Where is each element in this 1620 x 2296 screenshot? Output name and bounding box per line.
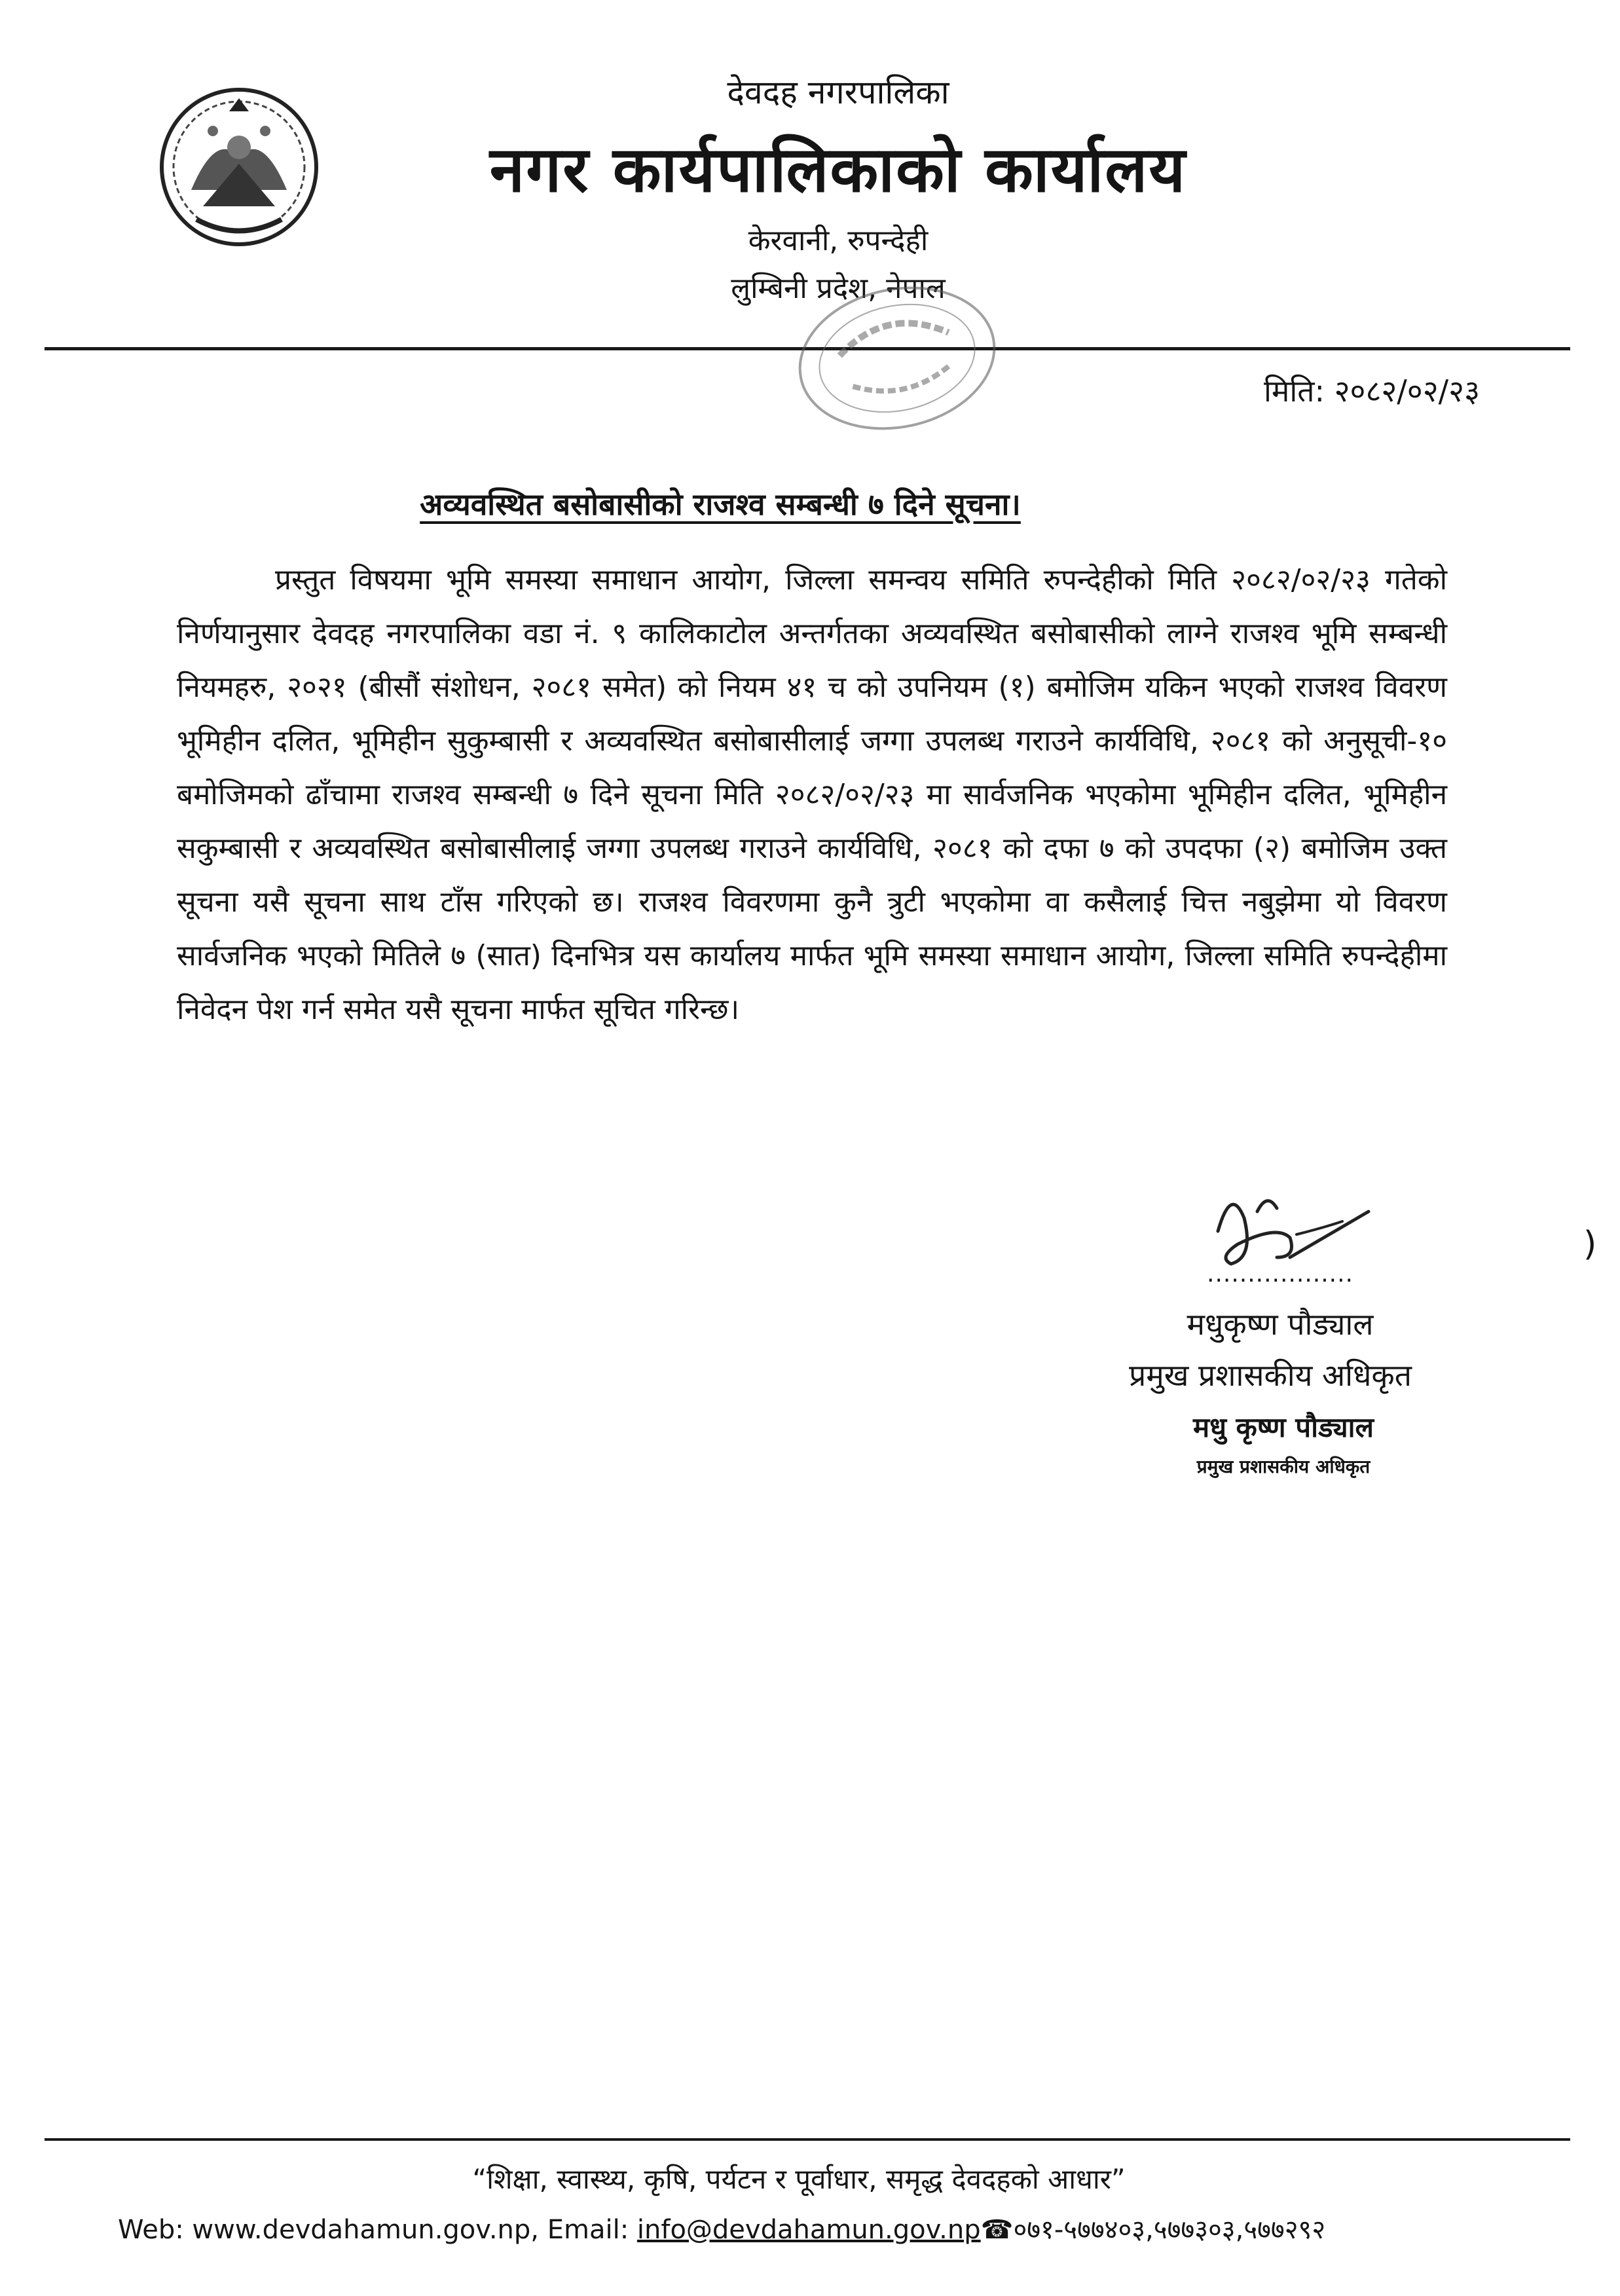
footer-web: Web: www.devdahamun.gov.np, Email:: [118, 2215, 637, 2245]
municipality-name: देवदह नगरपालिका: [727, 73, 949, 111]
footer-email: info@devdahamun.gov.np: [636, 2215, 981, 2245]
address-line-1: केरवानी, रुपन्देही: [748, 224, 929, 257]
signer-name: मधुकृष्ण पौड्याल: [1187, 1306, 1374, 1342]
signer-stamp-name: मधु कृष्ण पौड्याल: [1192, 1411, 1374, 1443]
notice-body: प्रस्तुत विषयमा भूमि समस्या समाधान आयोग, जिल्ला समन्वय समिति रुपन्देहीको मिति २०८२/०२/२३ गतेको निर्णयानुसार देवदह नगरपालिका वडा नं. ९ कालिकाटोल अन्तर्गतका अव्यवस्थित बसोबासीको लाग्ने राजश्व भूमि सम्बन्धी नियमहरु, २०२१ (बीसौं संशोधन, २०८१ समेत) को नियम ४१ च को उपनियम (१) बमोजिम यकिन भएको राजश्व विवरण भूमिहीन दलित, भूमिहीन सुकुम्बासी र अव्यवस्थित बसोबासीलाई जग्गा उपलब्ध गराउने कार्यविधि, २०८१ को अनुसूची-१० बमोजिमको ढाँचामा राजश्व सम्बन्धी ७ दिने सूचना मिति २०८२/०२/२३ मा सार्वजनिक भएकोमा भूमिहीन दलित, भूमिहीन सकुम्बासी र अव्यवस्थित बसोबासीलाई जग्गा उपलब्ध गराउने कार्यविधि, २०८१ को दफा ७ को उपदफा (२) बमोजिम उक्त सूचना यसै सूचना साथ टाँस गरिएको छ। राजश्व विवरणमा कुनै त्रुटी भएकोमा वा कसैलाई चित्त नबुझेमा यो विवरण सार्वजनिक भएको मितिले ७ (सात) दिनभित्र यस कार्यालय मार्फत भूमि समस्या समाधान आयोग, जिल्ला समिति रुपन्देहीमा निवेदन पेश गर्न समेत यसै सूचना मार्फत सूचित गरिन्छ।: [177, 563, 1447, 1026]
margin-mark: ): [1583, 1225, 1597, 1264]
address-line-2: लुम्बिनी प्रदेश, नेपाल: [731, 272, 946, 305]
signature-line: ..................: [1207, 1261, 1353, 1287]
footer-contact: [118, 2210, 1558, 2246]
notice-subject: [196, 483, 1244, 524]
notice-date: मिति: २०८२/०२/२३: [1263, 373, 1480, 409]
footer-phone: ०७१-५७७४०३,५७७३०३,५७७२९२: [1013, 2215, 1326, 2245]
nepal-government-emblem: [157, 85, 321, 249]
phone-icon: ☎: [980, 2215, 1014, 2245]
signer-stamp-title: प्रमुख प्रशासकीय अधिकृत: [1196, 1456, 1371, 1477]
subject-text: अव्यवस्थित बसोबासीको राजश्व सम्बन्धी ७ दिने सूचना।: [420, 487, 1021, 522]
office-rubber-stamp: [789, 278, 1005, 439]
footer-motto: “शिक्षा, स्वास्थ्य, कृषि, पर्यटन र पूर्वाधार, समृद्ध देवदहको आधार”: [472, 2163, 1126, 2195]
signer-title: प्रमुख प्रशासकीय अधिकृत: [1129, 1358, 1412, 1393]
footer-divider: [45, 2138, 1570, 2141]
office-name: नगर कार्यपालिकाको कार्यालय: [489, 133, 1187, 206]
